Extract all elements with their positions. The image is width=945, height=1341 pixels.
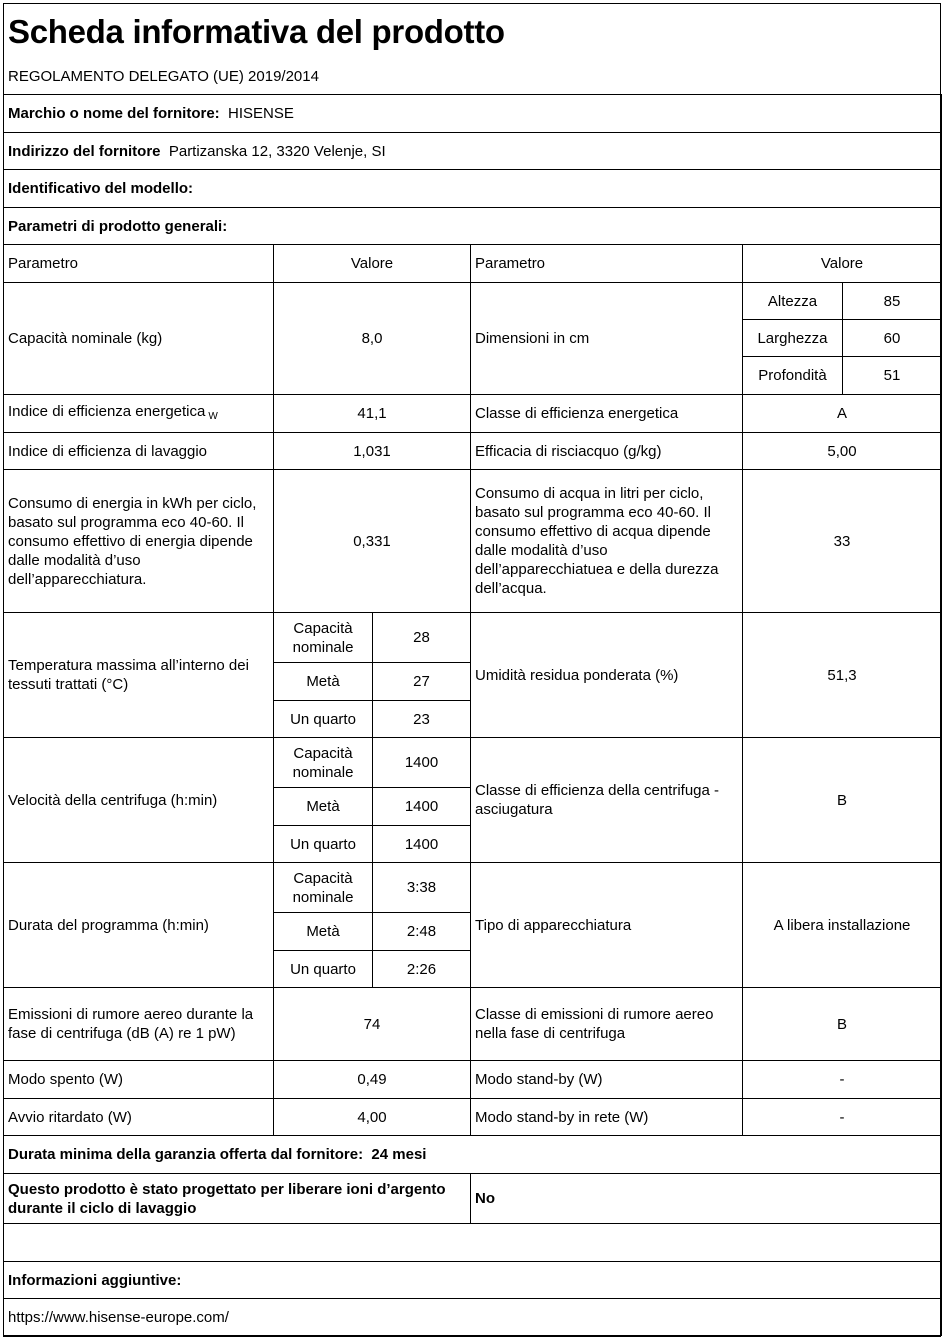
spin-half-value: 1400	[373, 788, 471, 826]
duration-label: Durata del programma (h:min)	[4, 863, 274, 988]
row-consumption	[4, 470, 942, 613]
spin-speed-label: Velocità della centrifuga (h:min)	[4, 738, 274, 863]
humidity-label: Umidità residua ponderata (%)	[471, 613, 743, 738]
eei-subscript: W	[208, 410, 218, 422]
row-off-mode	[4, 1061, 942, 1099]
page-title: Scheda informativa del prodotto	[8, 13, 505, 50]
spin-quarter-value: 1400	[373, 826, 471, 863]
humidity-value: 51,3	[743, 613, 942, 738]
dimensions-label: Dimensioni in cm	[471, 283, 743, 395]
row-empty	[4, 1224, 942, 1262]
noise-value: 74	[274, 988, 471, 1061]
row-warranty	[4, 1136, 942, 1174]
washing-index-value: 1,031	[274, 433, 471, 470]
row-capacity-height	[4, 283, 942, 320]
water-consumption-value: 33	[743, 470, 942, 613]
row-silver-ions	[4, 1174, 942, 1224]
appliance-type-value: A libera installazione	[743, 863, 942, 988]
spin-class-value: B	[743, 738, 942, 863]
energy-consumption-label: Consumo di energia in kWh per ciclo, basato sul programma eco 40-60. Il consumo effettivo di energia dipende dalle modalità d’uso dell’apparecchiatura.	[4, 470, 274, 613]
warranty-label: Durata minima della garanzia offerta dal fornitore:	[8, 1146, 364, 1163]
temp-half-value: 27	[373, 663, 471, 701]
noise-class-value: B	[743, 988, 942, 1061]
duration-full-label: Capacità nominale	[274, 863, 373, 913]
temp-half-label: Metà	[274, 663, 373, 701]
supplier-label: Marchio o nome del fornitore:	[8, 105, 220, 122]
spin-class-label: Classe di efficienza della centrifuga -asciugatura	[471, 738, 743, 863]
row-additional-info	[4, 1262, 942, 1299]
capacity-value: 8,0	[274, 283, 471, 395]
row-duration-full	[4, 863, 942, 913]
temp-quarter-label: Un quarto	[274, 701, 373, 738]
eei-value: 41,1	[274, 395, 471, 433]
dimension-depth-label: Profondità	[743, 357, 843, 395]
empty-cell	[4, 1224, 942, 1262]
row-eei	[4, 395, 942, 433]
temp-quarter-value: 23	[373, 701, 471, 738]
row-noise	[4, 988, 942, 1061]
off-mode-label: Modo spento (W)	[4, 1061, 274, 1099]
row-spin-full	[4, 738, 942, 788]
delay-start-value: 4,00	[274, 1099, 471, 1136]
appliance-type-label: Tipo di apparecchiatura	[471, 863, 743, 988]
dimension-depth-value: 51	[843, 357, 942, 395]
noise-label: Emissioni di rumore aereo durante la fase di centrifuga (dB (A) re 1 pW)	[4, 988, 274, 1061]
general-params-label: Parametri di prodotto generali:	[4, 208, 942, 245]
spin-full-label: Capacità nominale	[274, 738, 373, 788]
rinsing-label: Efficacia di risciacquo (g/kg)	[471, 433, 743, 470]
row-url	[4, 1299, 942, 1336]
capacity-label: Capacità nominale (kg)	[4, 283, 274, 395]
dimension-height-value: 85	[843, 283, 942, 320]
energy-class-label: Classe di efficienza energetica	[471, 395, 743, 433]
spin-full-value: 1400	[373, 738, 471, 788]
header-value-right: Valore	[743, 245, 942, 283]
standby-value: -	[743, 1061, 942, 1099]
duration-quarter-value: 2:26	[373, 951, 471, 988]
network-standby-label: Modo stand-by in rete (W)	[471, 1099, 743, 1136]
warranty-value: 24 mesi	[371, 1146, 427, 1163]
product-info-table	[3, 94, 942, 1336]
water-consumption-label: Consumo di acqua in litri per ciclo, basato sul programma eco 40-60. Il consumo effettivo di acqua dipende dalle modalità d’uso dell’apparecchiatuea e della durezza dell’acqua.	[471, 470, 743, 613]
standby-label: Modo stand-by (W)	[471, 1061, 743, 1099]
eei-label: Indice di efficienza energetica	[8, 402, 206, 420]
rinsing-value: 5,00	[743, 433, 942, 470]
website-url: https://www.hisense-europe.com/	[4, 1299, 942, 1336]
network-standby-value: -	[743, 1099, 942, 1136]
additional-info-label: Informazioni aggiuntive:	[4, 1262, 942, 1299]
spin-half-label: Metà	[274, 788, 373, 826]
duration-half-label: Metà	[274, 913, 373, 951]
off-mode-value: 0,49	[274, 1061, 471, 1099]
address-value: Partizanska 12, 3320 Velenje, SI	[168, 142, 386, 160]
washing-index-label: Indice di efficienza di lavaggio	[4, 433, 274, 470]
duration-quarter-label: Un quarto	[274, 951, 373, 988]
header-row	[4, 245, 942, 283]
row-delay-start	[4, 1099, 942, 1136]
spin-quarter-label: Un quarto	[274, 826, 373, 863]
duration-half-value: 2:48	[373, 913, 471, 951]
regulation-subtitle: REGOLAMENTO DELEGATO (UE) 2019/2014	[8, 68, 319, 85]
header-value-left: Valore	[274, 245, 471, 283]
eei-label-cell	[4, 395, 274, 433]
dimension-width-value: 60	[843, 320, 942, 357]
silver-ions-label: Questo prodotto è stato progettato per liberare ioni d’argento durante il ciclo di lavaggio	[4, 1174, 471, 1224]
supplier-row	[4, 95, 942, 133]
max-temp-label: Temperatura massima all’interno dei tessuti trattati (°C)	[4, 613, 274, 738]
duration-full-value: 3:38	[373, 863, 471, 913]
general-params-row	[4, 208, 942, 245]
delay-start-label: Avvio ritardato (W)	[4, 1099, 274, 1136]
temp-full-value: 28	[373, 613, 471, 663]
energy-consumption-value: 0,331	[274, 470, 471, 613]
row-temp-full	[4, 613, 942, 663]
temp-full-label: Capacità nominale	[274, 613, 373, 663]
row-washing-index	[4, 433, 942, 470]
dimension-width-label: Larghezza	[743, 320, 843, 357]
address-label: Indirizzo del fornitore	[8, 142, 161, 160]
noise-class-label: Classe di emissioni di rumore aereo nella fase di centrifuga	[471, 988, 743, 1061]
model-row	[4, 170, 942, 208]
dimension-height-label: Altezza	[743, 283, 843, 320]
header-param-left: Parametro	[4, 245, 274, 283]
address-row	[4, 133, 942, 170]
energy-class-value: A	[743, 395, 942, 433]
supplier-value: HISENSE	[228, 105, 294, 122]
header-param-right: Parametro	[471, 245, 743, 283]
silver-ions-value: No	[471, 1174, 942, 1224]
model-label: Identificativo del modello:	[4, 170, 942, 208]
